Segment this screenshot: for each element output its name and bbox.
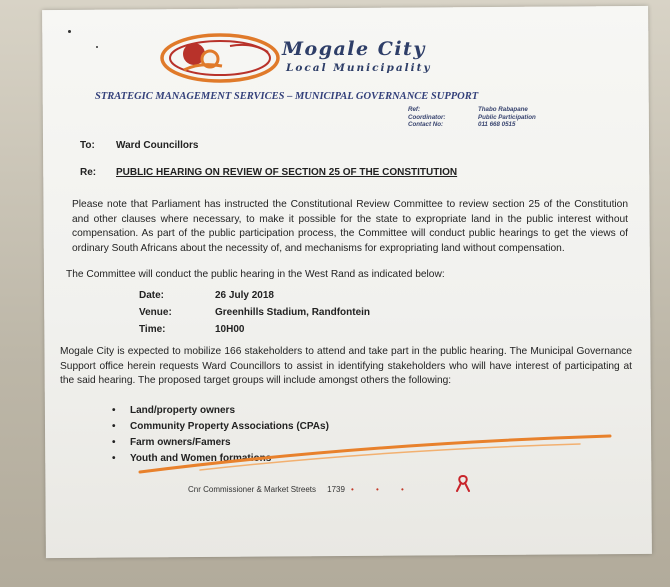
coordinator-key: Coordinator: [408,113,446,121]
hearing-intro-line: The Committee will conduct the public hearing in the West Rand as indicated below: [66,269,445,280]
list-item-label: Farm owners/Famers [130,437,231,448]
footer-dots: • • • [350,485,414,494]
list-item-label: Youth and Women formations [130,453,272,464]
to-value: Ward Councillors [116,140,199,151]
footer-street: Cnr Commissioner & Market Streets [188,485,317,494]
time-value: 10H00 [215,324,245,335]
footer-address [188,485,414,494]
bullet-icon: • [112,453,116,464]
ref-key: Ref: [408,106,421,113]
date-value: 26 July 2018 [215,290,274,301]
venue-label: Venue: [139,307,172,318]
time-label: Time: [139,324,166,335]
coordinator-value: Public Participation [478,113,536,121]
brand-name: Mogale City [282,38,426,60]
red-ribbon-icon [455,474,471,492]
bullet-icon: • [112,421,116,432]
contact-key: Contact No: [408,121,444,128]
venue-value: Greenhills Stadium, Randfontein [215,307,371,318]
mobilization-paragraph: Mogale City is expected to mobilize 166 stakeholders to attend and take part in the public hearing. The Municipal Governance Support office herein requests Ward Councillors to assist in identifying stakeholders who will have interest of participating at the said hearing. The proposed target groups will include amongst others the following: [60,346,632,386]
brand-subtitle: Local Municipality [286,62,432,74]
to-label: To: [80,140,95,151]
list-item-label: Community Property Associations (CPAs) [130,421,329,432]
date-label: Date: [139,290,165,301]
department-heading: STRATEGIC MANAGEMENT SERVICES – MUNICIPAL GOVERNANCE SUPPORT [95,91,479,102]
intro-paragraph: Please note that Parliament has instructed the Constitutional Review Committee to review section 25 of the Constitution and other clauses where necessary, to make it possible for the state to expropriate land in the public interest without compensation. As part of the public participation process, the Committee will conduct public hearings to get the views of ordinary South Africans about the necessity of, and mechanisms for expropriating land without compensation. [72,199,628,254]
contact-value: 011 668 0515 [478,121,516,128]
list-item-label: Land/property owners [130,405,236,416]
bullet-icon: • [112,437,116,448]
bullet-icon: • [112,405,116,416]
ref-value: Thabo Rabapane [478,106,528,113]
subject-title: PUBLIC HEARING ON REVIEW OF SECTION 25 OF THE CONSTITUTION [116,167,458,178]
re-label: Re: [80,167,97,178]
footer-postal-code: 1739 [327,485,345,494]
